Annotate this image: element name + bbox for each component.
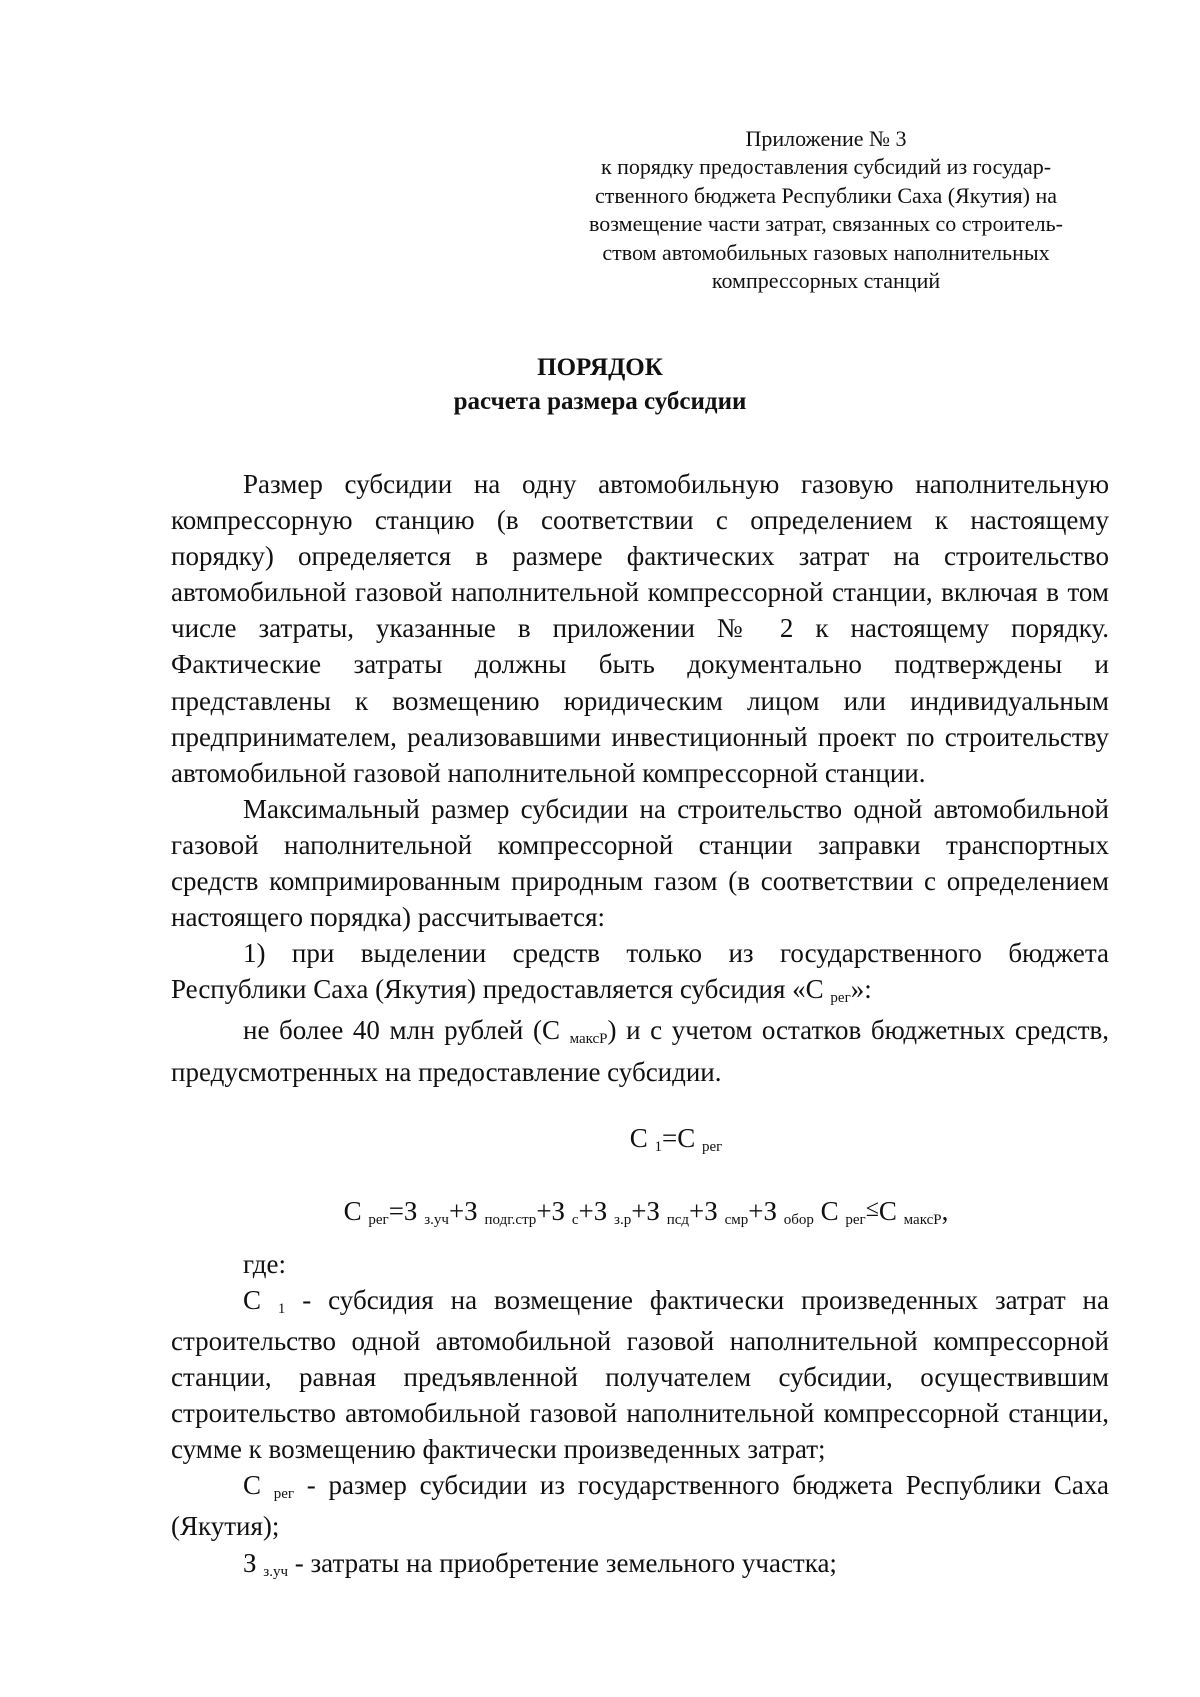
subscript: з.р [614,1211,632,1228]
formula-punctuation: , [941,1195,949,1226]
paragraph-3-end: »: [850,974,872,1005]
where-label: где: [243,1248,286,1279]
less-or-equal-sign: ≤ [865,1195,879,1222]
appendix-header [580,125,1072,295]
subscript: рег [701,1138,723,1155]
appendix-line: ственного бюджета Республики Саха (Якутия) на [595,182,1057,208]
subscript: с [571,1211,579,1228]
definition-text: - затраты на приобретение земельного участка; [288,1547,837,1578]
document-subtitle: расчета размера субсидии [453,388,747,415]
subscript: з.уч [424,1211,449,1228]
paragraph-3 [171,935,1109,1012]
appendix-line: возмещение части затрат, связанных со строитель- [589,211,1063,237]
definition-creg [171,1467,1109,1544]
formula-2 [171,1193,1109,1234]
subscript: максР [569,1031,608,1048]
formula-term: +З [448,1195,478,1226]
document-title: ПОРЯДОК [537,354,663,381]
subscript: подг.стр [484,1211,537,1228]
formula-term: +З [578,1195,608,1226]
subscript: рег [845,1211,866,1228]
formula-term: +З [748,1195,777,1226]
definition-symbol: С [243,1284,262,1315]
subscript: 1 [654,1138,662,1155]
definition-text: - субсидия на возмещение фактически произведенных затрат на строительство одной автомобильной газовой наполнительной компрессорной станции, равная предъявленной получателем субсидии, осуществившим строительство автомобильной газовой наполнительной компрессорной станции, сумме к возмещению фактически произведенных затрат; [171,1284,1109,1465]
subscript: 1 [277,1300,286,1317]
subscript: з.уч [263,1563,289,1580]
definition-symbol: З [243,1547,257,1578]
definition-text: - размер субсидии из государственного бюджета Республики Саха (Якутия); [171,1470,1110,1542]
formula-term: С [813,1195,839,1226]
formula-term: +З [631,1195,660,1226]
definition-zuch [171,1545,1109,1586]
appendix-line: к порядку предоставления субсидий из государ- [600,154,1052,180]
formula-symbol: =С [661,1122,696,1153]
paragraph-3-text: 1) при выделении средств только из государственного бюджета Республики Саха (Якутия) предоставляется субсидия «С [171,938,1109,1005]
formula-1 [171,1120,1109,1161]
subscript: смр [724,1211,749,1228]
appendix-line: компрессорных станций [711,268,941,294]
paragraph-2: Максимальный размер субсидии на строительство одной автомобильной газовой наполнительной компрессорной станции заправки транспортных средств компримированным природным газом (в соответствии с определением настоящего порядка) рассчитывается: [171,793,1109,933]
formula-term: С [878,1195,897,1226]
definition-c1 [171,1282,1109,1467]
paragraph-1: Размер субсидии на одну автомобильную газовую наполнительную компрессорную станцию (в соответствии с определением к настоящему порядку) определяется в размере фактических затрат на строительство автомобильной газовой наполнительной компрессорной станции, включая в том числе затраты, указанные в приложении № 2 к настоящему порядку. Фактические затраты должны быть документально подтверждены и представлены к возмещению юридическим лицом или индивидуальным предпринимателем, реализовавшими инвестиционный проект по строительству автомобильной газовой наполнительной компрессорной станции. [171,469,1109,788]
subscript: рег [368,1211,389,1228]
formula-term: +З [536,1195,566,1226]
formula-term: С [343,1195,362,1226]
subscript: максР [903,1211,942,1228]
subscript: псд [666,1211,690,1228]
subscript: рег [830,990,851,1007]
formula-symbol: С [629,1122,648,1153]
appendix-line: ством автомобильных газовых наполнительных [602,239,1050,265]
appendix-line: Приложение № 3 [745,126,907,151]
paragraph-4-text-a: не более 40 млн рублей (С [243,1015,560,1046]
subscript: обор [783,1211,814,1228]
paragraph-4-text-b: ) и с учетом остатков бюджетных средств, предусмотренных на предоставление субсидии. [171,1015,1109,1087]
document-body [171,466,1109,1586]
paragraph-4 [171,1012,1109,1089]
formula-term: +З [689,1195,718,1226]
formula-term: =З [388,1195,418,1226]
definition-symbol: С [243,1470,262,1501]
subscript: рег [273,1486,295,1503]
